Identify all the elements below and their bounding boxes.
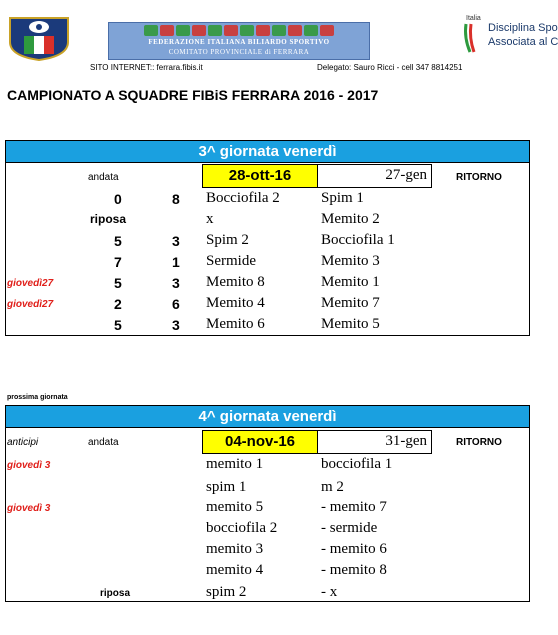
row-score-away: 8 [172, 191, 180, 207]
row-home-team: Sermide [206, 253, 256, 269]
row-score-away: 3 [172, 317, 180, 333]
row-score-home: 5 [114, 317, 122, 333]
row-home-team: Memito 6 [206, 316, 265, 332]
row-note: giovedì27 [7, 299, 54, 310]
row-score-home: 0 [114, 191, 122, 207]
row-home-team: Spim 2 [206, 232, 249, 248]
website-text: SITO INTERNET:: ferrara.fibis.it [90, 63, 203, 72]
row-score-away: 6 [172, 296, 180, 312]
row-note: giovedì 3 [7, 503, 51, 514]
row-home-team: Bocciofila 2 [206, 190, 280, 206]
delegate-contact: Delegato: Sauro Ricci - cell 347 8814251 [317, 63, 463, 72]
row-away-team: Memito 7 [321, 295, 380, 311]
row-away-team: - memito 7 [321, 499, 387, 515]
row-home-team: memito 5 [206, 499, 264, 515]
row-away-team: Memito 2 [321, 211, 380, 227]
banner-federation-text: FEDERAZIONE ITALIANA BILIARDO SPORTIVO [148, 38, 330, 46]
right-logo-line1: Disciplina Spo [488, 22, 558, 34]
row-home-team: x [206, 211, 214, 227]
row-riposa: riposa [90, 212, 127, 226]
row-away-team: - memito 6 [321, 541, 387, 557]
row-riposa-label: riposa [100, 588, 131, 599]
banner-committee-text: COMITATO PROVINCIALE di FERRARA [168, 48, 310, 56]
row-away-team: bocciofila 1 [321, 456, 393, 472]
fibis-shield-logo-icon [8, 16, 70, 61]
row-home-team: memito 4 [206, 562, 264, 578]
row-home-team: memito 1 [206, 456, 264, 472]
round3-ritorno-label: RITORNO [456, 172, 502, 183]
row-home-team: memito 3 [206, 541, 264, 557]
banner-pattern-icon [109, 25, 369, 37]
fibis-ferrara-banner [108, 22, 370, 60]
row-home-team: Memito 4 [206, 295, 265, 311]
row-score-away: 1 [172, 254, 180, 270]
page-title: CAMPIONATO A SQUADRE FIBiS FERRARA 2016 - 2017 [7, 87, 379, 103]
right-logo-line2: Associata al C [488, 36, 558, 48]
round4-date: 04-nov-16 [202, 430, 318, 454]
row-score-home: 2 [114, 296, 122, 312]
row-score-away: 3 [172, 275, 180, 291]
round3-return-date: 27-gen [317, 164, 432, 188]
row-note: giovedì27 [7, 278, 54, 289]
row-home-team: Memito 8 [206, 274, 265, 290]
row-home-team: bocciofila 2 [206, 520, 278, 536]
next-round-label: prossima giornata [7, 394, 68, 401]
row-note: giovedì 3 [7, 460, 51, 471]
round4-return-date: 31-gen [317, 430, 432, 454]
row-away-team: Memito 3 [321, 253, 380, 269]
round4-ritorno-label: RITORNO [456, 437, 502, 448]
row-score-home: 5 [114, 233, 122, 249]
row-away-team: m 2 [321, 479, 344, 495]
round3-date: 28-ott-16 [202, 164, 318, 188]
row-away-team: Bocciofila 1 [321, 232, 395, 248]
row-away-team: - x [321, 584, 338, 600]
round4-banner: 4^ giornata venerdì [5, 405, 530, 428]
row-home-team: spim 1 [206, 479, 247, 495]
row-home-team: spim 2 [206, 584, 247, 600]
row-score-home: 7 [114, 254, 122, 270]
round4-andata-label: andata [88, 437, 119, 448]
row-away-team: Spim 1 [321, 190, 364, 206]
round3-andata-label: andata [88, 172, 119, 183]
row-score-home: 5 [114, 275, 122, 291]
row-away-team: Memito 5 [321, 316, 380, 332]
round3-banner: 3^ giornata venerdì [5, 140, 530, 163]
row-score-away: 3 [172, 233, 180, 249]
row-away-team: - sermide [321, 520, 378, 536]
right-logo-country: Italia [466, 15, 481, 22]
round4-anticipi-label: anticipi [7, 437, 39, 448]
row-away-team: Memito 1 [321, 274, 380, 290]
row-away-team: - memito 8 [321, 562, 387, 578]
